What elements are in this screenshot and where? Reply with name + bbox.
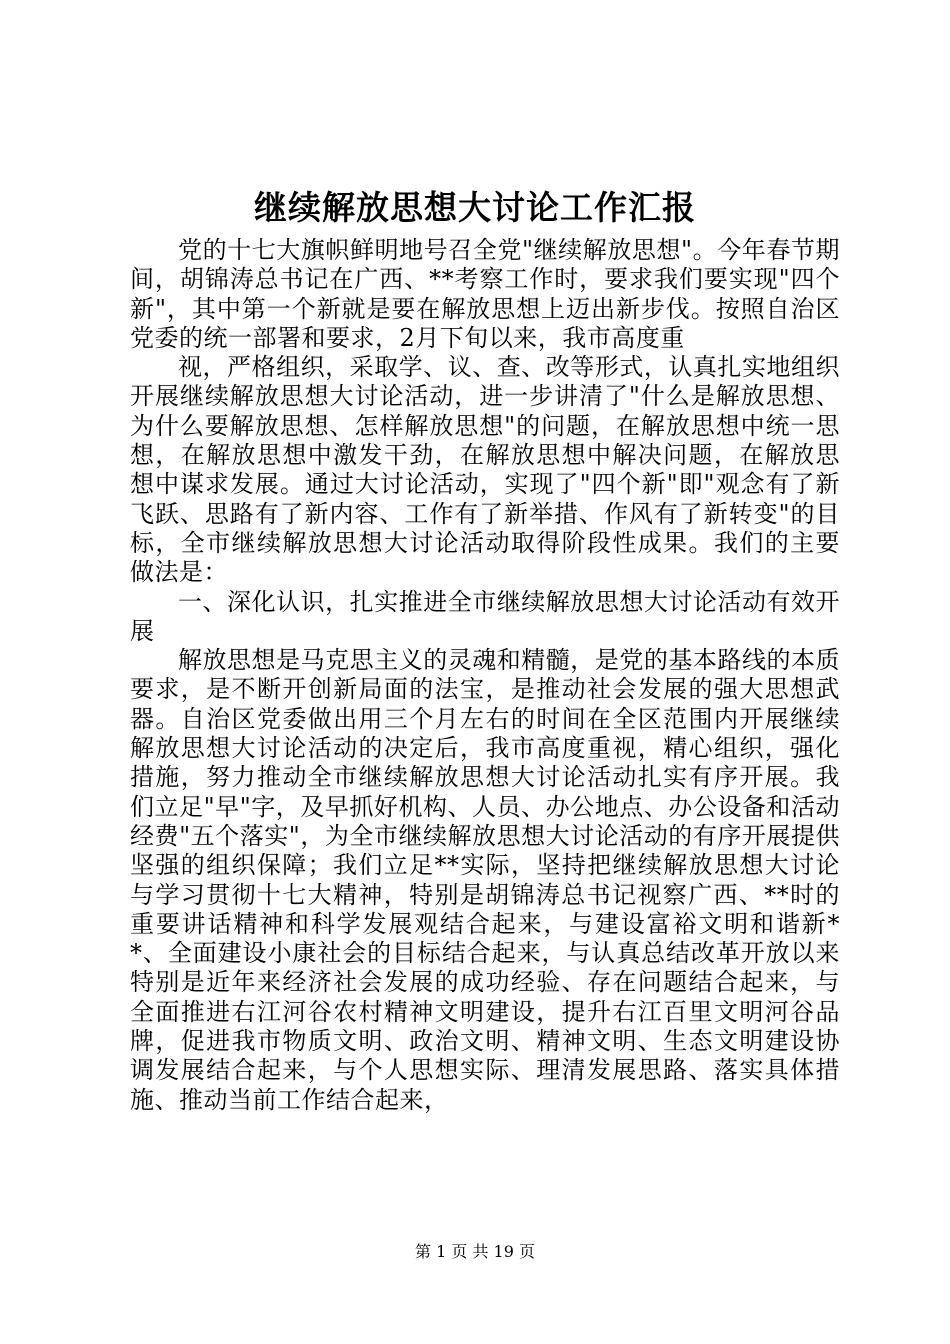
page-number-footer: 第 1 页 共 19 页 [415, 1242, 535, 1261]
document-title: 继续解放思想大讨论工作汇报 [254, 188, 696, 227]
paragraph-section-1: 解放思想是马克思主义的灵魂和精髓，是党的基本路线的本质要求，是不断开创新局面的法宝，是推动社会发展的强大思想武器。自治区党委做出用三个月左右的时间在全区范围内开展继续解放思想大讨论活动的决定后，我市高度重视，精心组织，强化措施，努力推动全市继续解放思想大讨论活动扎实有序开展。我们立足"早"字，及早抓好机构、人员、办公地点、办公设备和活动经费"五个落实"，为全市继续解放思想大讨论活动的有序开展提供坚强的组织保障；我们立足**实际，坚持把继续解放思想大讨论与学习贯彻十七大精神，特别是胡锦涛总书记视察广西、**时的重要讲话精神和科学发展观结合起来，与建设富裕文明和谐新**、全面建设小康社会的目标结合起来，与认真总结改革开放以来特别是近年来经济社会发展的成功经验、存在问题结合起来，与全面推进右江河谷农村精神文明建设，提升右江百里文明河谷品牌，促进我市物质文明、政治文明、精神文明、生态文明建设协调发展结合起来，与个人思想实际、理清发展思路、落实具体措施、推动当前工作结合起来， [130, 646, 840, 1114]
paragraph-continuation: 视，严格组织，采取学、议、查、改等形式，认真扎实地组织开展继续解放思想大讨论活动，进一步讲清了"什么是解放思想、为什么要解放思想、怎样解放思想"的问题，在解放思想中统一思想，在解放思想中激发干劲，在解放思想中解决问题，在解放思想中谋求发展。通过大讨论活动，实现了"四个新"即"观念有了新飞跃、思路有了新内容、工作有了新举措、作风有了新转变"的目标，全市继续解放思想大讨论活动取得阶段性成果。我们的主要做法是： [130, 353, 840, 587]
document-body [130, 236, 840, 1115]
paragraph-intro: 党的十七大旗帜鲜明地号召全党"继续解放思想"。今年春节期间，胡锦涛总书记在广西、**考察工作时，要求我们要实现"四个新"，其中第一个新就是要在解放思想上迈出新步伐。按照自治区党委的统一部署和要求，2月下旬以来，我市高度重 [130, 236, 840, 352]
section-heading-1: 一、深化认识，扎实推进全市继续解放思想大讨论活动有效开展 [130, 587, 840, 645]
